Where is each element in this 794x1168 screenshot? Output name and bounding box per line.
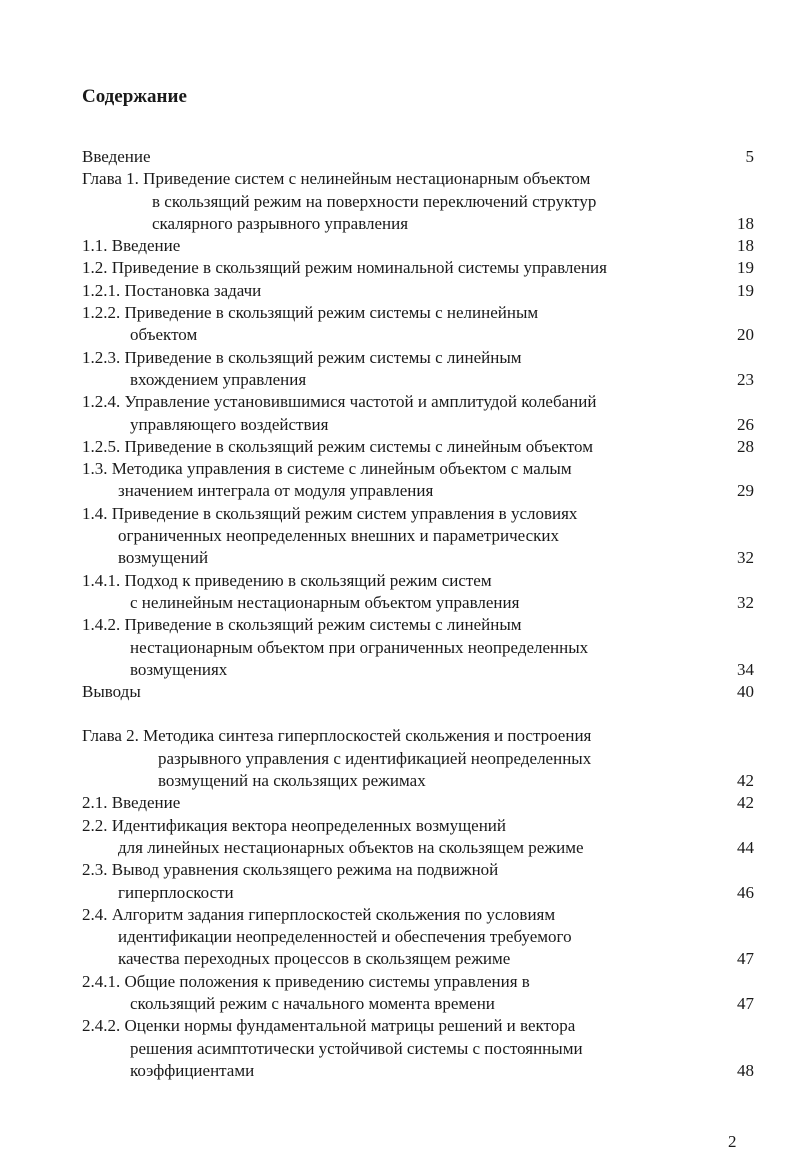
toc-entry-line: ограниченных неопределенных внешних и параметрических (118, 526, 560, 546)
toc-entry-line: качества переходных процессов в скользящем режиме (118, 949, 511, 969)
toc-page-number: 28 (737, 436, 754, 456)
toc-entry-line: Глава 1. Приведение систем с нелинейным нестационарным объектом (82, 169, 591, 189)
toc-entry-line: вхождением управления (130, 369, 307, 389)
toc-entry (82, 971, 754, 1016)
toc-entry-line: 1.2.2. Приведение в скользящий режим системы с нелинейным (82, 303, 539, 323)
toc-page-number: 5 (745, 147, 754, 166)
toc-page-number: 42 (737, 771, 754, 791)
toc-entry (82, 792, 754, 814)
toc-page-number: 26 (737, 414, 754, 434)
toc-entry-line: 2.1. Введение (82, 793, 181, 813)
toc-entry-line: разрывного управления с идентификацией неопределенных (158, 748, 592, 768)
toc-entry-line: с нелинейным нестационарным объектом управления (130, 592, 520, 612)
toc-entry (82, 503, 754, 570)
toc-entry-line: 2.4. Алгоритм задания гиперплоскостей скольжения по условиям (82, 904, 556, 924)
toc-entry-line: 2.2. Идентификация вектора неопределенных возмущений (82, 815, 507, 835)
toc-entry (82, 257, 754, 279)
toc-section-2 (82, 725, 754, 1082)
toc-entry (82, 681, 754, 703)
toc-page-number: 18 (737, 236, 754, 256)
toc-entry-line: 1.2.1. Постановка задачи (82, 280, 262, 300)
toc-entry-line: коэффициентами (130, 1060, 255, 1080)
toc-entry-line: идентификации неопределенностей и обеспечения требуемого (118, 927, 572, 947)
page-title: Содержание (82, 86, 187, 107)
toc-entry-line: 1.3. Методика управления в системе с линейным объектом с малым (82, 459, 572, 479)
toc-page-number: 47 (737, 993, 754, 1013)
toc-entry-line: возмущений (118, 548, 209, 568)
toc-section-gap (82, 703, 754, 725)
toc-entry (82, 570, 754, 615)
toc-entry-line: 1.4.1. Подход к приведению в скользящий режим систем (82, 570, 492, 590)
toc-entry-line: управляющего воздействия (130, 414, 329, 434)
toc-entry-line: 2.4.1. Общие положения к приведению системы управления в (82, 971, 530, 991)
toc-entry (82, 235, 754, 257)
toc-entry (82, 725, 754, 792)
toc-page-number: 46 (737, 882, 754, 902)
toc-page-number: 42 (737, 793, 754, 813)
toc-entry-line: объектом (130, 325, 198, 345)
toc-page-number: 34 (737, 659, 754, 679)
toc-entry-line: 1.2.5. Приведение в скользящий режим системы с линейным объектом (82, 436, 593, 456)
toc-entry-line: решения асимптотически устойчивой системы с постоянными (130, 1038, 583, 1058)
toc-page-number: 32 (737, 592, 754, 612)
toc-entry-line: 1.4.2. Приведение в скользящий режим системы с линейным (82, 615, 522, 635)
toc-entry (82, 815, 754, 860)
toc-page-number: 20 (737, 325, 754, 345)
toc-page-number: 29 (737, 481, 754, 501)
toc-entry (82, 614, 754, 681)
toc-page-number: 40 (737, 682, 754, 702)
toc-page-number: 19 (737, 258, 754, 278)
toc-entry-line: 1.2. Приведение в скользящий режим номинальной системы управления (82, 258, 607, 278)
toc-entry (82, 859, 754, 904)
toc-entry (82, 280, 754, 302)
toc-entry (82, 391, 754, 436)
toc-entry-line: 1.2.3. Приведение в скользящий режим системы с линейным (82, 347, 522, 367)
toc-entry-line: Глава 2. Методика синтеза гиперплоскостей скольжения и построения (82, 726, 592, 746)
toc-entry-line: возмущениях (130, 659, 228, 679)
table-of-contents (82, 146, 754, 1082)
toc-entry-line: в скользящий режим на поверхности переключений структур (152, 191, 597, 211)
toc-page-number: 32 (737, 548, 754, 568)
toc-entry (82, 347, 754, 392)
toc-entry-line: скалярного разрывного управления (152, 213, 409, 233)
toc-entry (82, 302, 754, 347)
toc-entry-line: 1.2.4. Управление установившимися частотой и амплитудой колебаний (82, 392, 597, 412)
toc-entry-line: Выводы (82, 682, 141, 702)
toc-entry-line: гиперплоскости (118, 882, 234, 902)
toc-entry-line: возмущений на скользящих режимах (158, 771, 426, 791)
toc-entry-line: значением интеграла от модуля управления (118, 481, 434, 501)
toc-entry-line: 2.3. Вывод уравнения скользящего режима на подвижной (82, 860, 499, 880)
toc-section-1 (82, 146, 754, 703)
toc-page-number: 44 (737, 837, 754, 857)
toc-entry (82, 1015, 754, 1082)
toc-entry-line: 2.4.2. Оценки нормы фундаментальной матрицы решений и вектора (82, 1016, 576, 1036)
toc-entry-line: нестационарным объектом при ограниченных неопределенных (130, 637, 589, 657)
toc-entry (82, 904, 754, 971)
toc-entry-line: для линейных нестационарных объектов на скользящем режиме (118, 837, 584, 857)
toc-entry-line: 1.1. Введение (82, 236, 181, 256)
toc-page-number: 23 (737, 369, 754, 389)
toc-entry-line: 1.4. Приведение в скользящий режим систем управления в условиях (82, 503, 578, 523)
toc-page-number: 19 (737, 280, 754, 300)
toc-page-number: 47 (737, 949, 754, 969)
toc-page-number: 48 (737, 1060, 754, 1080)
toc-page-number: 18 (737, 213, 754, 233)
toc-entry (82, 458, 754, 503)
toc-entry-line: Введение (82, 147, 151, 166)
toc-entry (82, 168, 754, 235)
page-number: 2 (728, 1132, 737, 1151)
toc-entry-line: скользящий режим с начального момента времени (130, 993, 495, 1013)
toc-entry (82, 146, 754, 168)
toc-entry (82, 436, 754, 458)
